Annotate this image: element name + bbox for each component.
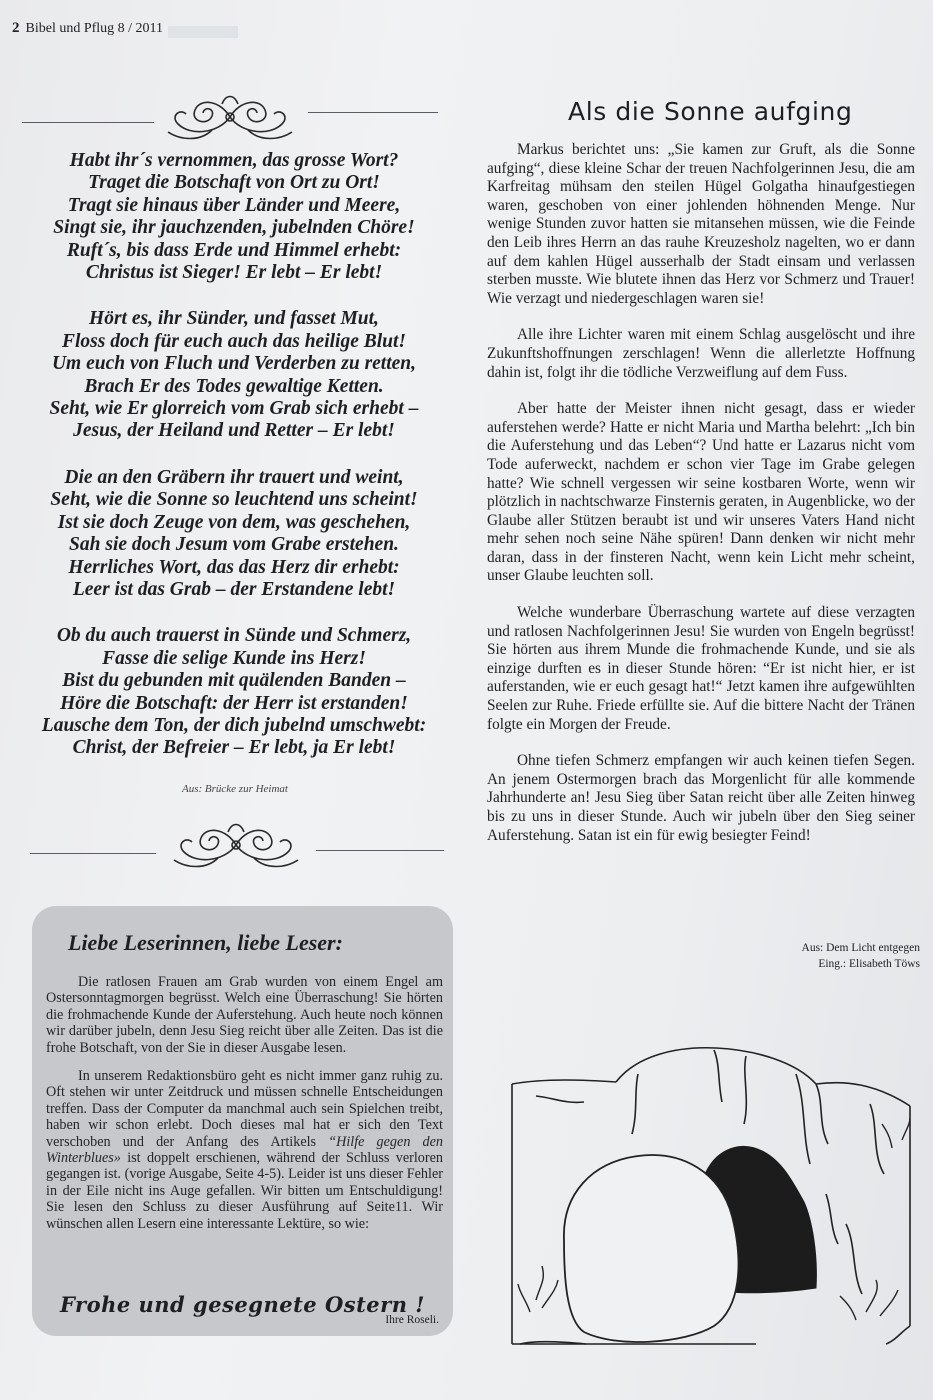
header-tab (168, 26, 238, 38)
divider-line (316, 850, 444, 851)
poem-line: Seht, wie die Sonne so leuchtend uns scheint! (50, 489, 418, 511)
poem-line: Ist sie doch Zeuge von dem, was geschehen, (57, 511, 411, 533)
poem-line: Jesus, der Heiland und Retter – Er lebt! (73, 420, 395, 442)
poem-line: Brach Er des Todes gewaltige Ketten. (84, 375, 384, 397)
story-paragraph: Aber hatte der Meister ihnen nicht gesagt, dass er wieder auferstehen werde? Hatte er nicht Maria und Martha belehrt: „Ich bin die Auferstehung und das Leben“? Und hatte er Lazarus nicht vom Tode auferweckt, nachdem er schon vier Tage im Grabe gelegen hatte? Wie schnell vergessen wir seine kostbaren Worte, wenn wir plötzlich in nachtschwarze Finsternis geraten, in Augenblicke, wo der Glaube aller Stützen beraubt ist und wir unseres Vaters Hand nicht mehr sehen noch seine Nähe spüren! Dann denken wir nicht mehr daran, dass in der finsteren Nacht, wenn kein Licht mehr scheint, unser Glaube leuchten soll. (487, 400, 915, 585)
notice-signature: Ihre Roseli. (385, 1314, 439, 1326)
running-head (12, 20, 163, 37)
publication-name: Bibel und Pflug 8 / 2011 (25, 21, 164, 36)
notice-body (46, 974, 443, 1244)
poem-line: Leer ist das Grab – der Erstandene lebt! (72, 578, 396, 600)
divider-line (22, 122, 154, 123)
poem-line: Ruft´s, bis dass Erde und Himmel erhebt: (66, 239, 402, 261)
story-paragraph: Welche wunderbare Überraschung wartete auf diese verzagten und ratlosen Nachfolgerinnen Jesu! Sie wurden von Engeln begrüsst! Sie hörten aus ihrem Munde die frohmachende Kunde, und sie als einzige durften es in dieser Stunde hören: “Er ist nicht hier, er ist auferstanden, wie er euch gesagt hat!“ Jetzt kamen ihre aufgewühlten Seelen zur Ruhe. Friede erfüllte sie. Auf die bittere Nacht der Tränen folgte ein Morgen der Freude. (487, 604, 915, 733)
poem-line: Christ, der Befreier – Er lebt, ja Er lebt! (72, 737, 396, 759)
poem-line: Traget die Botschaft von Ort zu Ort! (88, 172, 380, 194)
editorial-notice-box (32, 906, 453, 1336)
poem-stanza-3 (20, 467, 448, 601)
poem-line: Die an den Gräbern ihr trauert und weint, (64, 466, 404, 488)
poem-line: Lausche dem Ton, der dich jubelnd umschwebt: (41, 714, 427, 736)
story-paragraph: Ohne tiefen Schmerz empfangen wir auch keinen tiefen Segen. An jenem Ostermorgen brach das Morgenlicht für alle kommende Jahrhunderte an! Jesu Sieg über Satan reicht über alle Zeiten hinweg bis zu uns in dieser Stunde. Auch wir jubeln über den Sieg seiner Auferstehung. Satan ist ein für ewig besiegter Feind! (487, 752, 915, 844)
article-reference: “Hilfe gegen den Winterblues» (46, 1133, 443, 1167)
poem-line: Singt sie, ihr jauchzenden, jubelnden Chöre! (53, 217, 415, 239)
story-body (487, 141, 915, 863)
poem-line: Seht, wie Er glorreich vom Grab sich erhebt – (49, 398, 419, 420)
poem-line: Ob du auch trauerst in Sünde und Schmerz, (56, 625, 412, 647)
story-source-line: Aus: Dem Licht entgegen (801, 942, 920, 954)
poem-stanza-1 (20, 150, 448, 284)
poem-line: Habt ihr´s vernommen, das grosse Wort? (69, 150, 399, 171)
story-paragraph: Markus berichtet uns: „Sie kamen zur Gruft, als die Sonne aufging“, diese kleine Schar der treuen Nachfolgerinnen Jesu, die am Karfreitag mühsam den steilen Hügel Golgatha hinaufgestiegen waren, geschoben von einer johlenden höhnenden Menge. Nur wenige Stunden zuvor hatten sie mitansehen müssen, wie die Feinde den Leib ihres Herrn an das rauhe Kreuzesholz nagelten, wo er dann auf dem kahlen Hügel ausserhalb der Stadt einsam und verlassen sterben musste. Wie blutete ihnen das Herz vor Schmerz und Trauer! Wie verzagt und niedergeschlagen waren sie! (487, 141, 915, 307)
story-paragraph: Alle ihre Lichter waren mit einem Schlag ausgelöscht und ihre Zukunftshoffnungen zerschlagen! Wenn die allerletzte Hoffnung dahin ist, folgt ihr die tödliche Verzweiflung auf dem Fuss. (487, 326, 915, 381)
poem-line: Floss doch für euch auch das heilige Blut! (61, 330, 407, 352)
notice-paragraph: Die ratlosen Frauen am Grab wurden von einem Engel am Ostersonntagmorgen begrüsst. Welch eine Überraschung! Sie hörten die frohmachende Kunde der Auferstehung. Auch heute noch können wir darüber jubeln, denn Jesu Sieg reicht über alle Zeiten. Das ist die frohe Botschaft, von der Sie in dieser Ausgabe lesen. (46, 974, 443, 1056)
easter-poem (20, 150, 448, 784)
poem-line: Fasse die selige Kunde ins Herz! (102, 647, 366, 669)
poem-line: Hört es, ihr Sünder, und fasset Mut, (89, 308, 379, 330)
notice-text: In unserem Redaktionsbüro geht es nicht immer ganz ruhig zu. Oft stehen wir unter Zeitdruck und müssen schnelle Entscheidungen treffen. Dass der Computer da manchmal auch sein Spielchen treibt, haben wir schon erlebt. Doch dieses mal hat er sich den Text verschoben und der Anfang des Artikels (46, 1068, 443, 1150)
poem-line: Höre die Botschaft: der Herr ist erstanden! (60, 692, 408, 714)
story-author-line: Eing.: Elisabeth Töws (818, 958, 920, 970)
page-number: 2 (12, 20, 20, 36)
poem-source: Aus: Brücke zur Heimat (181, 783, 288, 795)
poem-line: Christus ist Sieger! Er lebt – Er lebt! (85, 262, 383, 284)
flourish-ornament-icon (166, 818, 306, 872)
poem-stanza-4 (20, 625, 448, 759)
poem-line: Tragt sie hinaus über Länder und Meere, (67, 194, 401, 216)
story-source (790, 940, 920, 972)
poem-line: Sah sie doch Jesum vom Grabe erstehen. (69, 534, 399, 556)
notice-text: ist doppelt erschienen, während der Schluss verloren gegangen ist. (vorige Ausgabe, Seite 4-5). Leider ist uns dieser Fehler in der Eile nicht ins Auge gefallen. Wir bitten um Entschuldigung! Sie lesen den Schluss zu dieser Ausführung auf Seite11. Wir wünschen allen Lesern eine interessante Lektüre, so wie: (46, 1150, 443, 1232)
poem-line: Herrliches Wort, das das Herz dir erhebt: (68, 556, 400, 578)
poem-line: Um euch von Fluch und Verderben zu retten, (51, 353, 417, 375)
story-title: Als die Sonne aufging (568, 97, 853, 126)
easter-greeting: Frohe und gesegnete Ostern ! (59, 1292, 426, 1317)
notice-title: Liebe Leserinnen, liebe Leser: (68, 930, 343, 955)
empty-tomb-illustration (506, 1044, 922, 1360)
notice-paragraph (46, 1068, 443, 1232)
divider-line (30, 853, 156, 854)
poem-line: Bist du gebunden mit quälenden Banden – (62, 670, 406, 692)
flourish-ornament-icon (160, 90, 300, 144)
divider-line (308, 112, 438, 113)
poem-stanza-2 (20, 308, 448, 442)
